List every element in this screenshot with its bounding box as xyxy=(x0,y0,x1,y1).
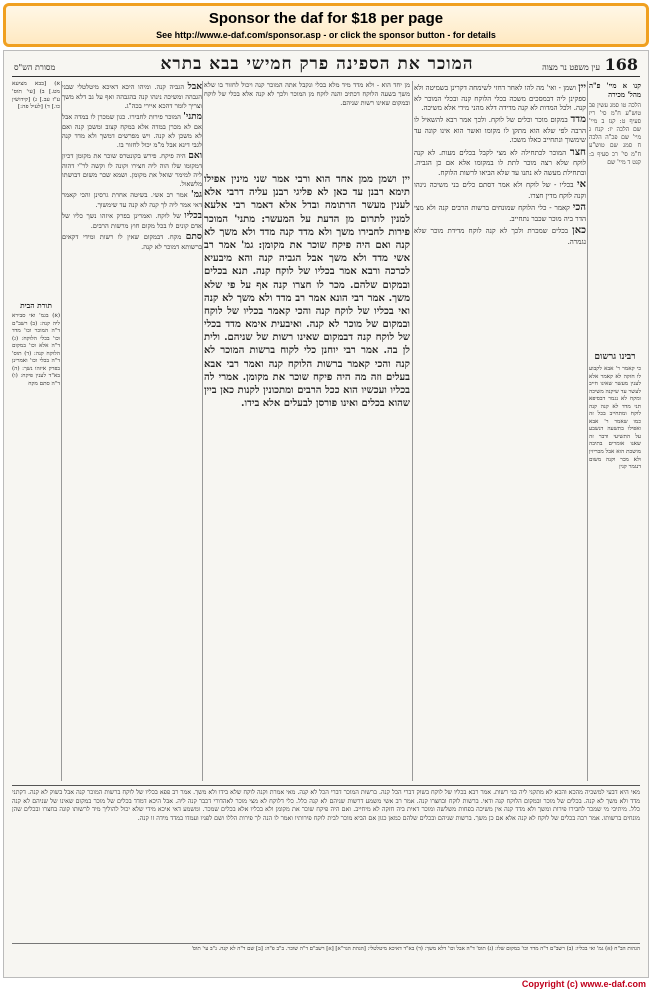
page-header xyxy=(12,55,640,77)
footnotes xyxy=(12,943,640,971)
masoret-hashas-label: מסורת הש"ס xyxy=(14,63,56,72)
banner-subtitle[interactable]: See http://www.e-daf.com/sponsor.asp - or click the sponsor button - for details xyxy=(156,30,496,40)
dibur-hamatchil: סתם xyxy=(185,231,202,242)
column-rule xyxy=(412,81,413,781)
banner-title[interactable]: Sponsor the daf for $18 per page xyxy=(208,10,444,27)
section-divider xyxy=(12,785,640,786)
column-rule xyxy=(202,81,203,781)
commentary-paragraph xyxy=(414,178,586,201)
commentary-paragraph xyxy=(62,150,202,189)
ein-mishpat-heading: קנו א מיי' פ"ה מהל' מכירה xyxy=(589,81,641,99)
bottom-commentary xyxy=(12,789,640,939)
gemara-top-commentary xyxy=(204,81,410,171)
masoret-hashas-text: א) [בבא מציעא מט.] ב) [עי' תוס' ע"ז עב.] ג) [קידושין כו.] ד) [לעיל פה:] xyxy=(12,81,60,111)
ein-mishpat-label: עין משפט נר מצוה xyxy=(542,63,600,72)
commentary-paragraph xyxy=(62,210,202,231)
dibur-hamatchil: אי xyxy=(576,179,586,191)
dibur-hamatchil: כאן xyxy=(572,225,586,236)
column-rule xyxy=(587,81,588,781)
rashbam-column xyxy=(414,81,586,761)
dibur-hamatchil: מדד xyxy=(570,114,586,126)
ein-mishpat-text: הלכה טו סמג עשין פב טוש"ע ח"מ סי' ריז סעיף ט: קנז ב מיי' שם הלכה יז: קנח ג מיי' שם פכ"ה הלכה ח סמג שם טוש"ע ח"מ סי' רכ סעיף ב: קנט ד מיי' שם xyxy=(589,102,641,166)
gemara-column xyxy=(204,173,410,783)
rabbenu-gershom-text: כי קאמר ר' אבא לקבוע לו חזקה לא קאמר אלא לענין מעשר שאינו חייב לעשר עד שיקנה משיכה ומקח לא נגמר דבסיפא תני מדד לא קנה קנה לוקח ומתחייב בכל זה כמו שאמר ר' אבא ואפילו בתשעה דנשבע על התשיעי ודבר זה שאנו אומרים בתיבה מושכת הוא אבל מכריזין ולא מכר וקנה משום דנגמר קנין xyxy=(589,366,641,471)
sponsor-banner[interactable] xyxy=(3,3,649,47)
commentary-text: המוכר לכתחילה לא מצי לקבל בכלים מעות. לא קנה לוקח שלא רצה מוכר לתת לו במקומו אלא אם כן הגביה. ובתחילת מעשה לא נתנו עד שלא הביאו לרשות הלוקח. xyxy=(414,148,586,177)
commentary-paragraph xyxy=(414,81,586,113)
commentary-text: מקח. דבמקום שאין לו רשות ומידי דקאים ברשותא דמוכר לא קנה. xyxy=(62,232,202,251)
dibur-hamatchil: חצר xyxy=(569,146,586,158)
commentary-paragraph xyxy=(414,201,586,224)
commentary-text: בכלים שמכרת ולכך לא קנה לוקח מדידת מוכר שלא נגמרה. xyxy=(414,227,586,246)
commentary-paragraph xyxy=(62,231,202,252)
gemara-top-text: מן יחד הוא - ולא מדד מיד מלא בכלי ונקבל אתה המוכר קנה ויכול לחזור בו שלא משך בשעה הלוקח דכתיב והנה לוקח מן המוכר ולכך לא קנה אלא בכלי של לוקח ובמקום שאינו רשות שניהם. xyxy=(204,81,410,107)
commentary-text: אמר רב אשי. בשיטה אחרת גרסינן והכי קאמר דאי אמר ליה לך קנה לא קנה עד שימשוך. xyxy=(62,190,202,209)
dibur-hamatchil: בכליו xyxy=(184,210,202,221)
page-title: המוכר את הספינה פרק חמישי בבא בתרא xyxy=(160,54,474,74)
commentary-paragraph xyxy=(414,224,586,247)
dibur-hamatchil: הכי xyxy=(572,202,586,214)
talmud-page xyxy=(3,50,649,978)
torat-habayit-title: תורת הבית xyxy=(20,301,52,310)
commentary-text: ושמן - ואי' מה להו לאחר דחזי לשימחה דקרינן בשמיטה ולא ספקינן ליה דבמסכים משכה בכלי הלוקח קנה ובכלי המוכר לא קנה. ולכל המדות לא קנה מדידה דלא מהני מידי אלא משיכה. xyxy=(414,84,586,112)
page-number: 168 xyxy=(604,55,638,74)
dibur-hamatchil: מתני' xyxy=(183,111,202,122)
dibur-hamatchil: גמ' xyxy=(190,189,202,200)
commentary-text: בכליו - של לוקח ולא אמר דסתם כלים בני משיכה נינהו וקנה לוקח מדין חצרו. xyxy=(414,181,586,200)
ein-mishpat-column xyxy=(589,81,641,281)
dibur-hamatchil: ואם xyxy=(188,150,202,161)
gemara-text: יין ושמן ממן אחד הוא ורבי אמר שני מינין אפילו תימא רבנן עד כאן לא פליגי רבנן עליה דרבי אלא לענין מעשר הרתומה ובדל אלא דאמר רבי אלעא למנין לתרום מן הדעת על המעשר: מתני' המוכר פירות לחבירו משך ולא מדד קנה מדד ולא משך לא קנה ואם היה פיקח שוכר את מקומן: גמ' אמר רב אשי מדד ולא משך אבל הגביה קנה והא מיבעיא לכרכה ורבא אמר בכליו של לוקח קנה. תנא בכלים ובמקום שלהם. מכר לו חצרו קנה אף על פי שלא משך. אמר רבי הונא אמר רב מדד ולא משך לא קנה ואי בכליו של לוקח קנה והכי קאמר בכליו של לוקח ובמקום של מוכר לא קנה. ואיבעית אימא מדד בכלי של לוקח קנה דבמקום שאינו רשות של שניהם. ולית לן בה. אמר רבי יוחנן כלי לקוח ברשות המוכר לא קנה והכי קאמר ברשות הלוקח קנה ואמר רבי אבא בעלים וזה מה היה פיקח שוכר את מקומן. אמרי לה בכליו ועכשיו הוא ככל הרבים ומתכונין לקנות כאן ביין שהוא בכלים ואינו פורסן לבעלים אלא בידו. xyxy=(204,174,410,410)
commentary-text: קאמר - כלי הלוקח שמונחים ברשות הרבים קנה ולא מצי הדר ביה מוכר שכבר נתחייב. xyxy=(414,204,586,223)
commentary-paragraph xyxy=(62,189,202,210)
commentary-text: של לוקח. ואמרינן בפרק איזהו נשך כליו של אדם קונים לו בכל מקום חוץ מרשות הרבים. xyxy=(62,211,202,230)
rabbenu-gershom-column xyxy=(589,351,641,801)
dibur-hamatchil: אבל xyxy=(187,82,202,92)
commentary-text: המוכר פירות לחבירו. כגון שמכרן לו במדה אבל אם לא מכרן במדה אלא במקח קצוב ומשכן קנה ואם לא משכן לא קנה. ויש מפרשים דמשך ולא מדד קנה לגבי דינא אבל מ"מ יכול לחזור בו. xyxy=(62,112,202,149)
masoret-hashas-column xyxy=(12,81,60,161)
commentary-paragraph xyxy=(62,81,202,111)
rabbenu-gershom-title: רבינו גרשום xyxy=(594,352,636,362)
commentary-text: במקום מוכר וכלים של לוקח. ולכך אמר רבא להשאיל לו הרבה לפי שלא הוא מתקן לו מקומו ואשר הוא אינו קונה עד שימשוך ונתחייב כאלו משכו. xyxy=(414,116,586,145)
commentary-paragraph xyxy=(414,113,586,145)
tosafot-column xyxy=(62,81,202,761)
commentary-text: היה פיקח. פירש בקונטרס שוכר את מקומן דכיון דמקומו שלו הוה ליה חצירו וקונה לו וקשה לר"י דהוה ליה למימר שואל את מקומן. ושמא שכר משום דבושתו מלשאול. xyxy=(62,151,202,188)
commentary-paragraph xyxy=(414,146,586,178)
dibur-hamatchil: יין xyxy=(578,82,586,93)
footnote-text: הגהות הב"ח (א) גמ' ואי בכליו: (ב) רשב"ם ד"ה מדד וכו' במקום שלו: (ג) תוס' ד"ה אבל וכו' דלא משך: (ד) בא"ד דאיכא מיטלטלי: [הגהת הגר"א] [א] רשב"ם ד"ה שוכר. ב"ב פ"ה: [ב] שם ד"ה לא קנה. נ"ב עי' תוס' xyxy=(191,946,640,952)
torat-habayit-column xyxy=(12,301,60,781)
bottom-commentary-text: מאי היא דבעי למשכיה מהכא והכא לא מתקני ליה בני רשות. אמר רבא בכליו של לוקח בשוק דברי הכל קנה. ברשות המוכר דברי הכל לא קנה. מאי אמרת וקנה לוקח שלא בידו ולא משך. אמר רב פפא בכליו של לוקח ברשות המוכר קנה אבל בשוק לא קנה. דקתני מדד ולא משך לא קנה. בכלים של מוכר ובמקום הלוקח קנה ודאי. ברשות לוקח ובחצרו קנה. אמר רב אשי משמע דרשות שניהם לא קנה כלל. כלי דלוקח לא מצי מוכר לאהדורי דכבר קנה ליה. אבל היכא דמדד בכלים של מוכר במקום שאינו של שניהם לא קנה כלל. מיתיבי מי שמכר לחבירו פירות ומשך ולא מדד קנה אין משיכה בפחות משלשה ומוכר דאית ביה חזקה לא מיחייב. ואם היה פיקח שוכר את מקומן ולא בכליו אלא בכלים שמכר. ומשמע דאי איכא מידי שלא יכול להוליך מיד לרשותו קונה בחצרו ובכלים שהן מונחים ברשותו. אמר רבה בכלים של לוקח לא קנה אלא אם כן משך. ברשות שניהם ובכלים שלהם כמאן כגון אם הביא מוכר לבית לוקח פירותיו ואמר לו הנה לך פירות הללו ושם לפניו ועמדו במדד מידה זו קנה. xyxy=(12,789,640,822)
copyright-notice[interactable]: Copyright (c) www.e-daf.com xyxy=(521,979,646,989)
commentary-text: הגביה קנה. ומיהו היכא דאיכא מיטלטלי שבני הגבהה ומשיכה נינהו קנה בהגבהה ואף על גב דלא משך וצריך לומר דהכא איירי בכה"ג. xyxy=(62,83,202,111)
commentary-paragraph xyxy=(62,111,202,150)
torat-habayit-text: (א) בגמ' ואי סבירא ליה קנה: (ב) רשב"ם ד"ה המוכר וכו' מדד וכו' בכלי הלוקח: (ג) ד"ה אלא וכו' במקום הלוקח קנה: (ד) תוס' ד"ה בכלי וכו' ואמרינן בפרק איזהו נשך: (ה) בא"ד לענין פיקח: (ו) ד"ה סתם מקח xyxy=(12,313,60,387)
